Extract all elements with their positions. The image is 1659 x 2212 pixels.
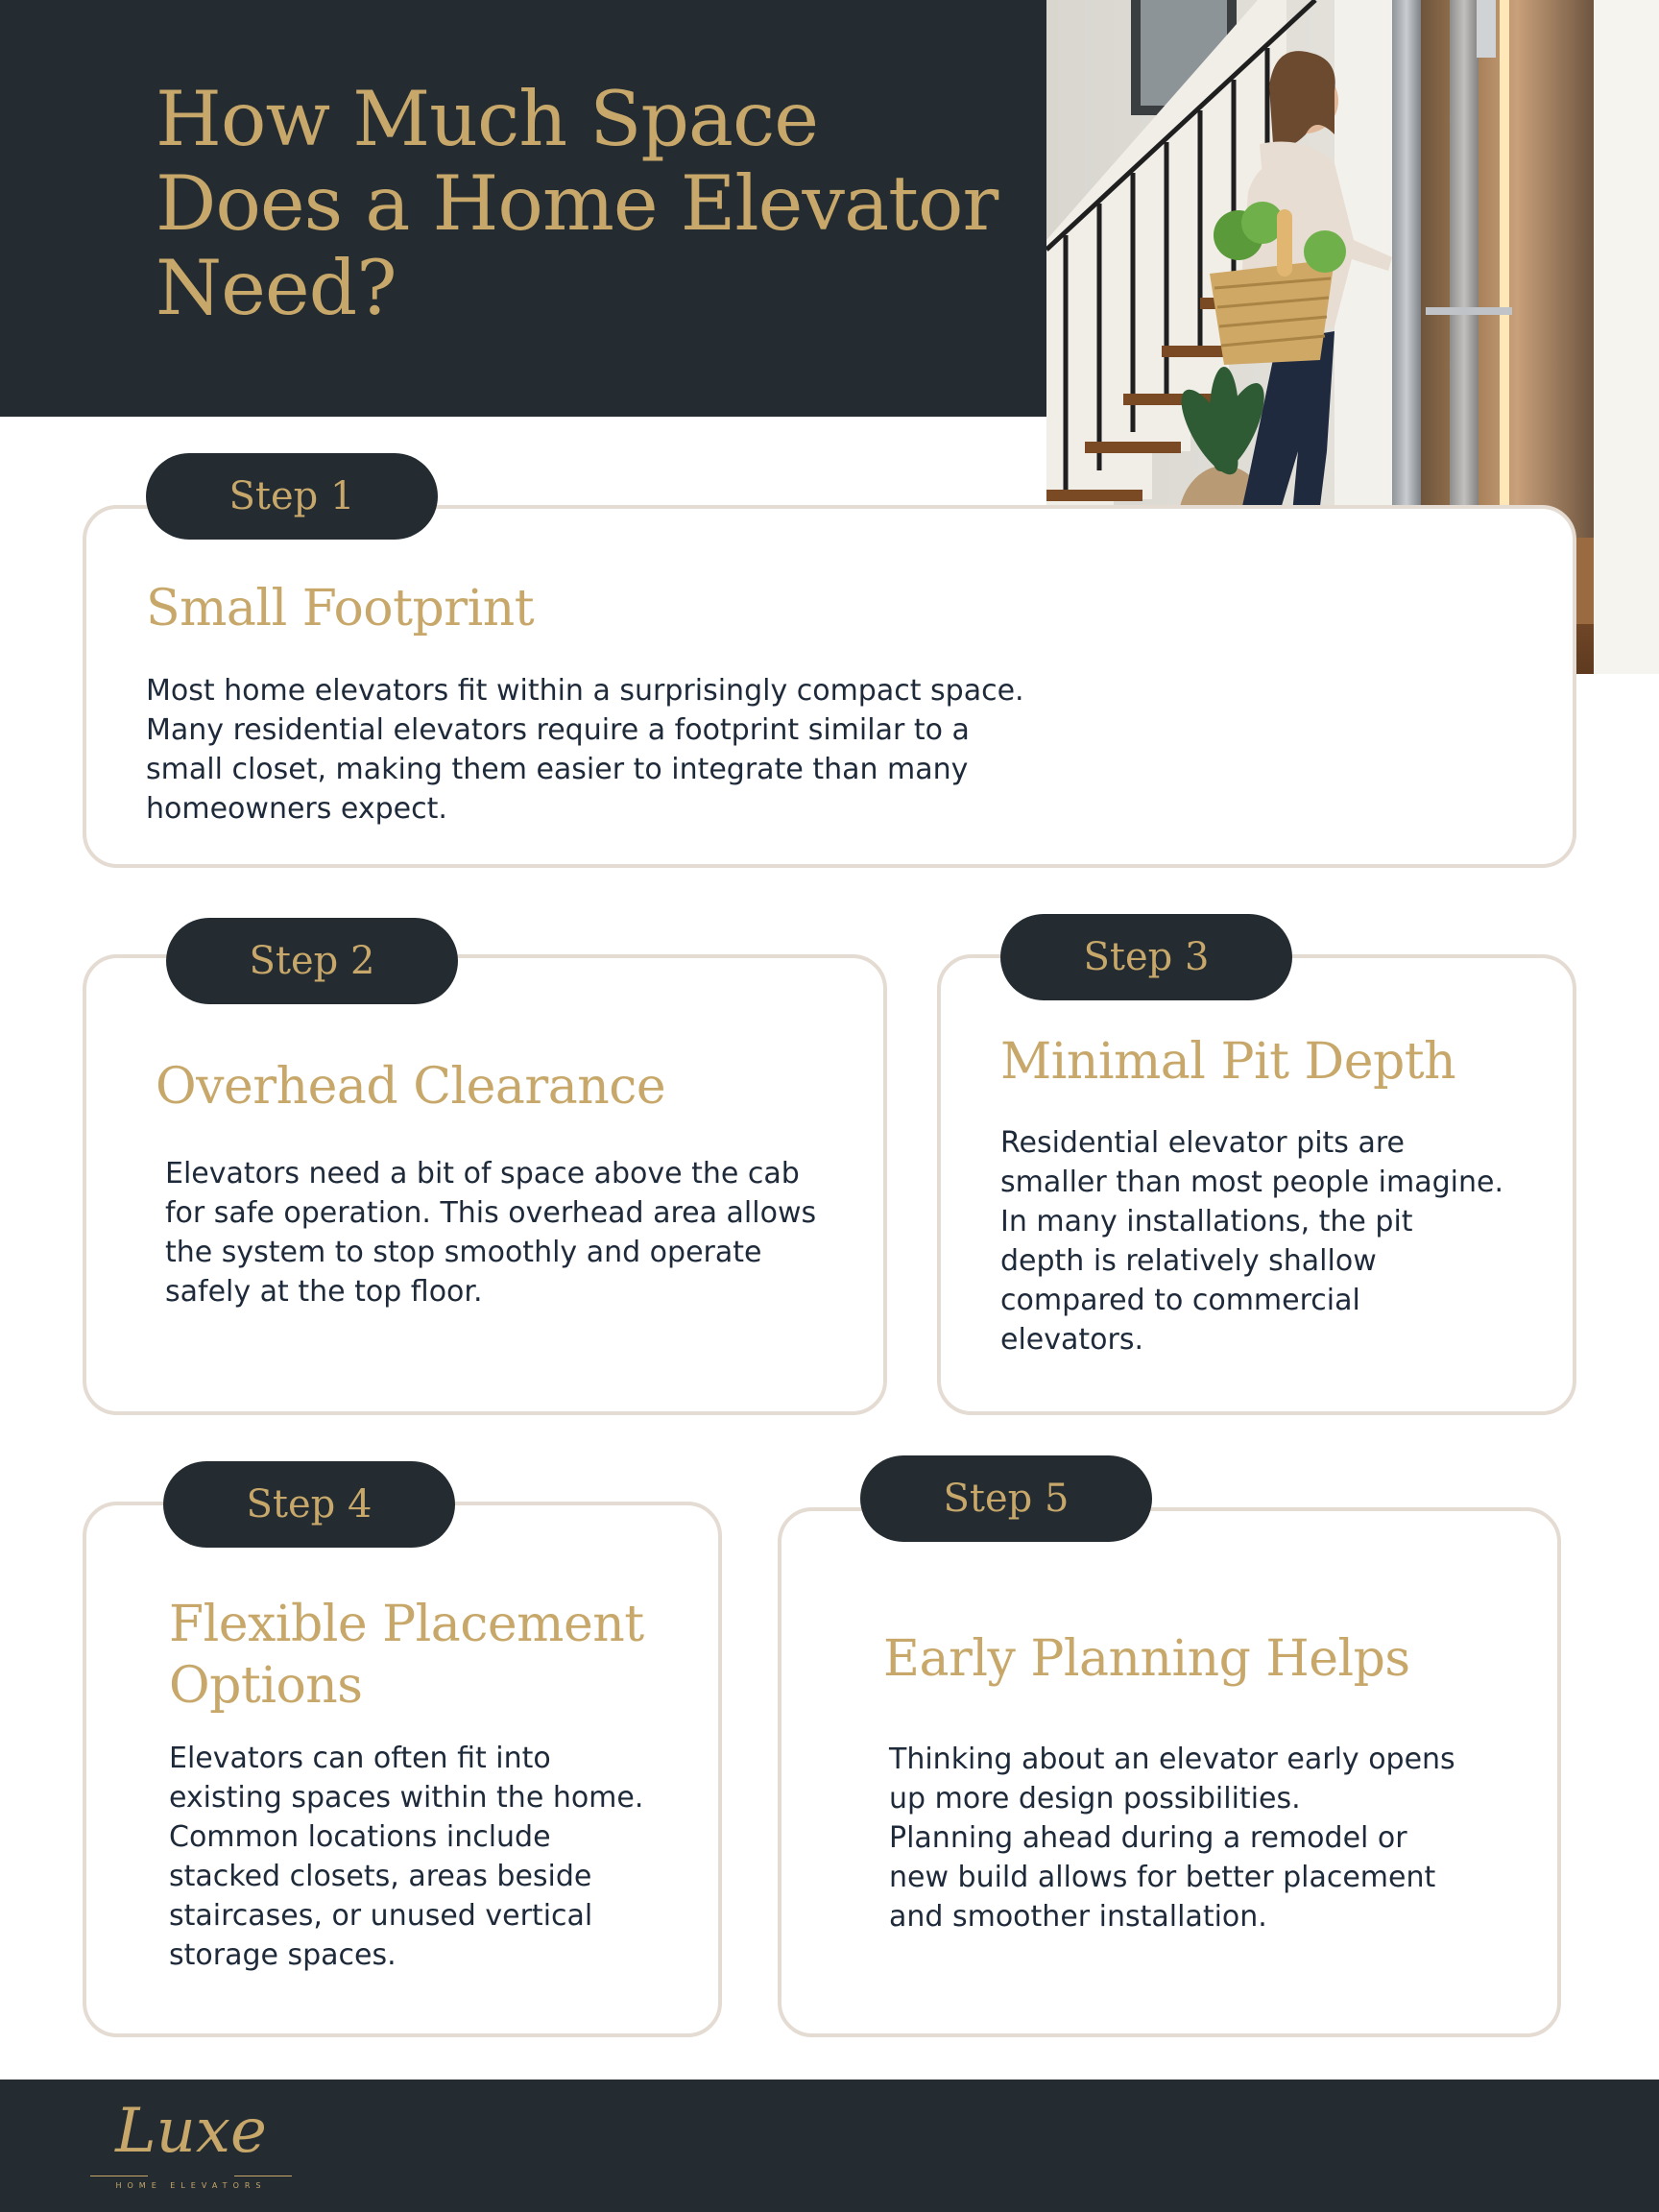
step-1-body: Most home elevators fit within a surprisingly compact space. Many residential elevators require a footprint similar to a small closet, making them easier to integrate than many homeowners expect. xyxy=(146,674,1024,826)
step-2-title: Overhead Clearance xyxy=(156,1058,666,1116)
step-4-title: Flexible Placement Options xyxy=(169,1596,644,1715)
step-4-body: Elevators can often fit into existing spaces within the home. Common locations include stacked closets, areas beside staircases, or unused vertical storage spaces. xyxy=(169,1742,644,1972)
logo-subtitle: HOME ELEVATORS xyxy=(115,2181,267,2190)
step-1-badge: Step 1 xyxy=(146,453,438,540)
step-5-badge: Step 5 xyxy=(860,1455,1152,1542)
step-3-title: Minimal Pit Depth xyxy=(1000,1033,1456,1091)
step-4-badge: Step 4 xyxy=(163,1461,455,1548)
step-2-badge: Step 2 xyxy=(166,918,458,1004)
page-title: How Much Space Does a Home Elevator Need? xyxy=(156,75,998,332)
step-3-body: Residential elevator pits are smaller than most people imagine. In many installations, the pit depth is relatively shallow compared to commercial elevators. xyxy=(1000,1126,1504,1357)
step-5-body: Thinking about an elevator early opens up more design possibilities. Planning ahead during a remodel or new build allows for better placement and smoother installation. xyxy=(889,1743,1455,1934)
step-3-badge: Step 3 xyxy=(1000,914,1292,1000)
step-5-title: Early Planning Helps xyxy=(883,1630,1410,1688)
brand-logo xyxy=(90,2097,292,2197)
step-1-title: Small Footprint xyxy=(146,580,535,637)
step-2-body: Elevators need a bit of space above the cab for safe operation. This overhead area allows the system to stop smoothly and operate safely at the top floor. xyxy=(165,1157,817,1309)
logo-script: Luxe xyxy=(115,2096,267,2167)
